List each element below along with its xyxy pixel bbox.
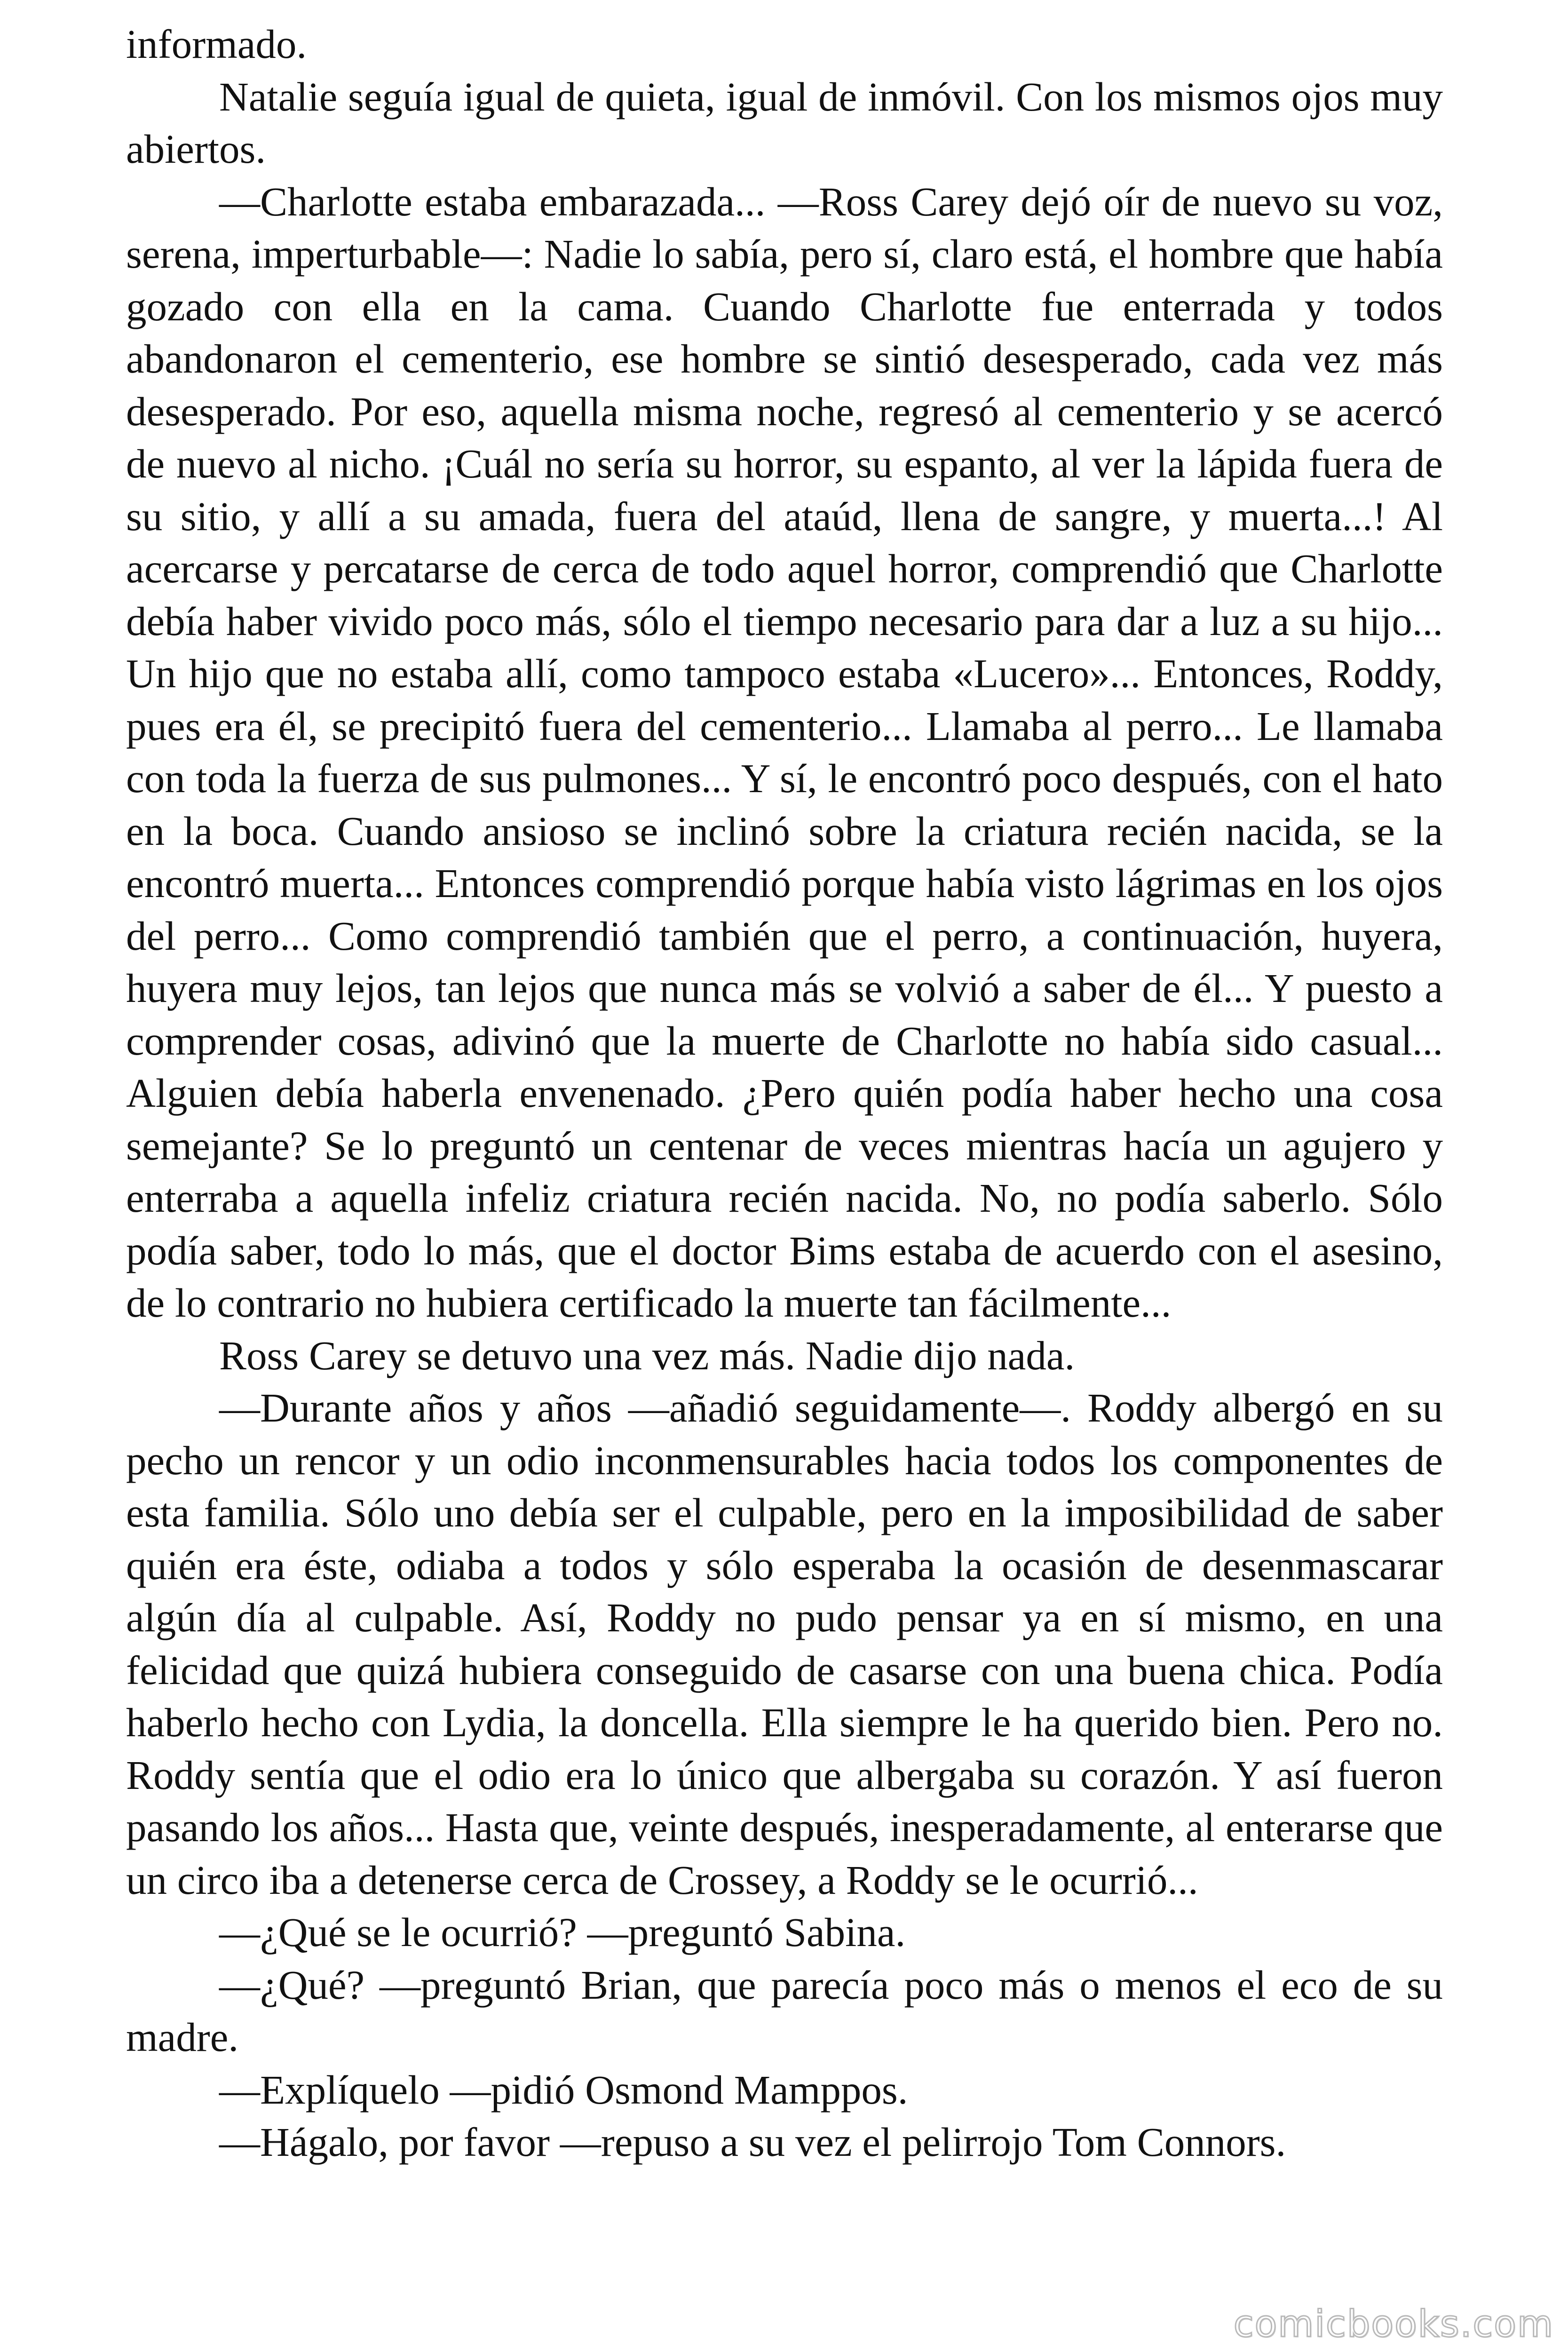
paragraph: —¿Qué se le ocurrió? —preguntó Sabina. bbox=[219, 1909, 906, 1955]
page-body bbox=[126, 18, 1443, 2169]
watermark-logo: comicbooks.com bbox=[1233, 2303, 1554, 2345]
paragraph: —Durante años y años —añadió seguidamente—. Roddy albergó en su pecho un rencor y un odio inconmensurables hacia todos los componentes de esta familia. Sólo uno debía ser el culpable, pero en la imposibilidad de saber quién era éste, odiaba a todos y sólo esperaba la ocasión de desenmascarar algún día al culpable. Así, Roddy no pudo pensar ya en sí mismo, en una felicidad que quizá hubiera conseguido de casarse con una buena chica. Podía haberlo hecho con Lydia, la doncella. Ella siempre le ha querido bien. Pero no. Roddy sentía que el odio era lo único que albergaba su corazón. Y así fueron pasando los años... Hasta que, veinte después, inesperadamente, al enterarse que un circo iba a detenerse cerca de Crossey, a Roddy se le ocurrió... bbox=[126, 1385, 1443, 1903]
paragraph: Ross Carey se detuvo una vez más. Nadie dijo nada. bbox=[219, 1332, 1075, 1378]
paragraph: —Explíquelo —pidió Osmond Mamppos. bbox=[219, 2066, 908, 2113]
paragraph: —Charlotte estaba embarazada... —Ross Carey dejó oír de nuevo su voz, serena, imperturbable—: Nadie lo sabía, pero sí, claro está, el hombre que había gozado con ella en la cama. Cuando Charlotte fue enterrada y todos abandonaron el cementerio, ese hombre se sintió desesperado, cada vez más desesperado. Por eso, aquella misma noche, regresó al cementerio y se acercó de nuevo al nicho. ¡Cuál no sería su horror, su espanto, al ver la lápida fuera de su sitio, y allí a su amada, fuera del ataúd, llena de sangre, y muerta...! Al acercarse y percatarse de cerca de todo aquel horror, comprendió que Charlotte debía haber vivido poco más, sólo el tiempo necesario para dar a luz a su hijo... Un hijo que no estaba allí, como tampoco estaba «Lucero»... Entonces, Roddy, pues era él, se precipitó fuera del cementerio... Llamaba al perro... Le llamaba con toda la fuerza de sus pulmones... Y sí, le encontró poco después, con el hato en la boca. Cuando ansioso se inclinó sobre la criatura recién nacida, se la encontró muerta... Entonces comprendió porque había visto lágrimas en los ojos del perro... Como comprendió también que el perro, a continuación, huyera, huyera muy lejos, tan lejos que nunca más se volvió a saber de él... Y puesto a comprender cosas, adivinó que la muerte de Charlotte no había sido casual... Alguien debía haberla envenenado. ¿Pero quién podía haber hecho una cosa semejante? Se lo preguntó un centenar de veces mientras hacía un agujero y enterraba a aquella infeliz criatura recién nacida. No, no podía saberlo. Sólo podía saber, todo lo más, que el doctor Bims estaba de acuerdo con el asesino, de lo contrario no hubiera certificado la muerte tan fácilmente... bbox=[126, 178, 1443, 1326]
paragraph: —¿Qué? —preguntó Brian, que parecía poco más o menos el eco de su madre. bbox=[126, 1962, 1443, 2060]
paragraph: Natalie seguía igual de quieta, igual de inmóvil. Con los mismos ojos muy abiertos. bbox=[126, 73, 1443, 172]
paragraph: —Hágalo, por favor —repuso a su vez el pelirrojo Tom Connors. bbox=[219, 2119, 1286, 2165]
paragraph: informado. bbox=[126, 21, 307, 67]
